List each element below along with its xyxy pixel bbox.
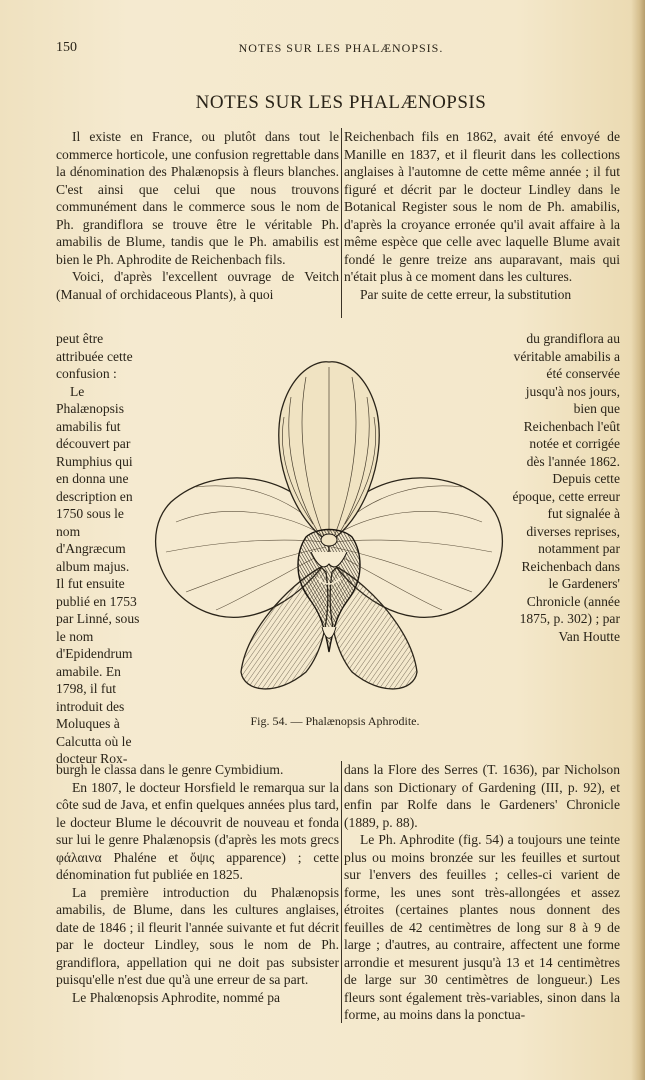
left-column-top [56,128,339,303]
column-divider [341,128,342,318]
paragraph: En 1807, le docteur Horsfield le remarqua sur la côte sud de Java, et enfin quelques années plus tard, le docteur Blume le découvrit de nouveau et fonda sur lui le genre Phalænopsis (d'après les mots grecs φάλαινα Phaléne et ὄψις apparence) ; cette dénomination fut publiée en 1825. [56,779,339,882]
paragraph: Le Phalænopsis amabilis fut découvert par Rumphius qui en donna une description en 1750 sous le nom d'Angræcum album majus. Il fut ensuite publié en 1753 par Linné, sous le nom d'Epidendrum amabile. En 1798, il fut introduit des Moluques à Calcutta où le docteur Rox- [56,383,140,766]
paragraph: Depuis cette époque, cette erreur fut signalée à diverses reprises, notamment par Reichenbach dans le Gardeners' Chronicle (année 1875, p. 302) ; par Van Houtte [512,471,620,644]
page-number: 150 [56,40,77,55]
paragraph: burgh le classa dans le genre Cymbidium. [56,762,284,777]
paragraph: Le Ph. Aphrodite (fig. 54) a toujours une teinte plus ou moins bronzée sur les feuilles et surtout sur l'envers des feuilles ; celles-ci varient de forme, les unes sont très-allongées et assez étroites (certaines plantes nous donnent des feuilles de 42 centimètres de long sur 8 à 9 de large ; d'autres, au contraire, affectent une forme arrondie et mesurent jusqu'à 13 et 14 centimètres de large sur 30 centimètres de longueur.) Les fleurs sont également très-variables, sinon dans la forme, au moins dans la ponctua- [344,832,620,1022]
paragraph: peut être attribuée cette confusion : [56,331,133,381]
right-narrow-column [512,330,620,645]
paragraph: Voici, d'après l'excellent ouvrage de Veitch (Manual of orchidaceous Plants), à quoi [56,269,339,302]
column-divider [341,761,342,1023]
orchid-engraving [146,352,512,712]
running-header [56,40,626,56]
left-column-bottom [56,761,339,1006]
running-title: NOTES SUR LES PHALÆNOPSIS. [238,41,444,55]
figure-caption: Fig. 54. — Phalænopsis Aphrodite. [250,714,420,728]
paragraph: dans la Flore des Serres (T. 1636), par Nicholson dans son Dictionary of Gardening (III, p. 92), et enfin par Rolfe dans le Gardeners' Chronicle (1889, p. 88). [344,762,620,830]
paragraph: Le Phalœnopsis Aphrodite, nommé pa [72,989,281,1005]
left-narrow-column [56,330,140,768]
paragraph: du grandiflora au véritable amabilis a été conservée jusqu'à nos jours, bien que Reichenbach l'eût notée et corrigée dès l'année 1862. [513,331,620,469]
article-title: NOTES SUR LES PHALÆNOPSIS [195,92,487,113]
page-edge-shadow [631,0,645,1080]
right-column-top [344,128,620,303]
right-column-bottom [344,761,620,1024]
paragraph: Par suite de cette erreur, la substitution [360,286,572,302]
paragraph: Il existe en France, ou plutôt dans tout le commerce horticole, une confusion regrettable dans la dénomination des Phalænopsis à fleurs blanches. C'est ainsi que celui que nous trouvons communément dans le commerce sous le nom de Ph. grandiflora se trouve être le véritable Ph. amabilis de Blume, tandis que le Ph. amabilis est bien le Ph. Aphrodite de Reichenbach fils. [56,129,339,267]
paragraph: La première introduction du Phalænopsis amabilis, de Blume, dans les cultures anglaises, date de 1846 ; il fleurit l'année suivante et fut décrit par le docteur Lindley, sous le nom de Ph. grandiflora, appellation qui ne doit pas subsister puisqu'elle n'est due qu'à une erreur de sa part. [56,884,339,987]
paragraph: Reichenbach fils en 1862, avait été envoyé de Manille en 1837, et il fleurit dans les collections anglaises à l'automne de cette même année ; il fut figuré et décrit par le docteur Lindley dans le Botanical Register sous le nom de Ph. amabilis, d'après la croyance erronée qu'il avait affaire à la même espèce que celle avec laquelle Blume avait fondé le genre treize ans auparavant, mais qui n'était plus à ce moment dans les cultures. [344,129,620,284]
